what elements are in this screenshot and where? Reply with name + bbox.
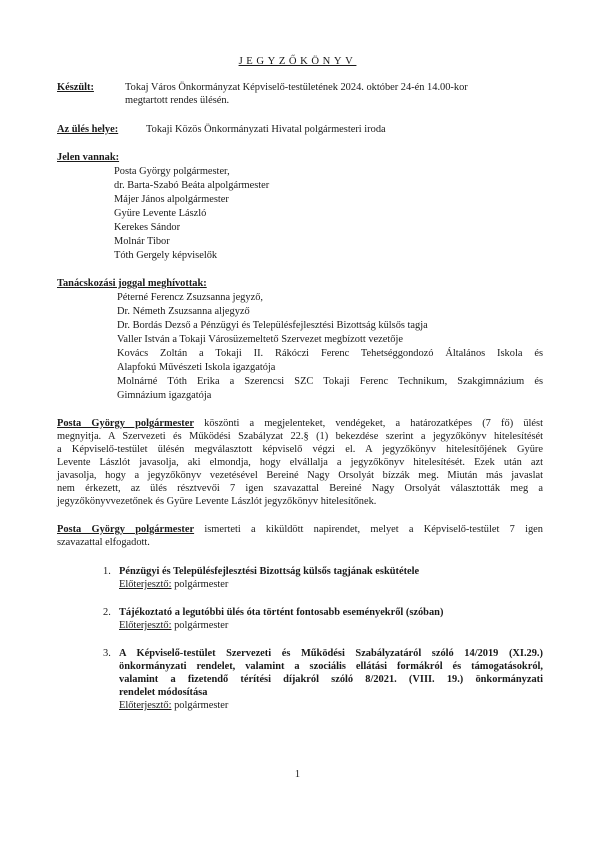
para1-line: javasolja, hogy a jegyzőkönyv vezetésével Bereiné Nagy Orsolyát bízzák meg. Miután más javaslat — [57, 470, 543, 481]
agenda-title-line: valamint a fizetendő térítési díjakról szóló 8/2021. (VIII. 19.) önkormányzati — [119, 674, 543, 685]
para1-line — [57, 418, 543, 431]
agenda-title: Pénzügyi és Településfejlesztési Bizottság külsős tagjának eskütétele — [119, 566, 420, 577]
presenter-label: Előterjesztő: — [119, 620, 172, 631]
agenda-presenter — [119, 700, 228, 713]
tanacskozasi-label: Tanácskozási joggal meghívottak: — [57, 278, 207, 289]
invitee: Gimnázium igazgatója — [117, 390, 212, 401]
agenda-presenter — [119, 579, 228, 592]
agenda-number: 1. — [103, 566, 111, 577]
para2-line: szavazattal elfogadott. — [57, 537, 150, 548]
ules-helye-text: Tokaji Közös Önkormányzati Hivatal polgármesteri iroda — [146, 124, 386, 135]
speaker-name: Posta György polgármester — [57, 524, 195, 535]
invitee: Dr. Németh Zsuzsanna aljegyző — [117, 306, 250, 317]
invitee: Valler István a Tokaji Városüzemeltető Szervezet megbízott vezetője — [117, 334, 403, 345]
attendee: Posta György polgármester, — [114, 166, 230, 177]
attendee: Molnár Tibor — [114, 236, 170, 247]
agenda-number: 2. — [103, 607, 111, 618]
para1-line: megnyitja. A Szervezeti és Működési Szabályzat 22.§ (1) bekezdése szerint a jegyzőkönyv hitelesítését — [57, 431, 543, 442]
agenda-title-line: önkormányzati rendelet, valamint a szociális ellátási formákról és támogatásokról, — [119, 661, 543, 672]
speaker-name: Posta György polgármester — [57, 418, 194, 429]
para1-line: a Képviselő-testület ülésén megválasztott képviselő végzi el. A jegyzőkönyv hitelesítőjének Gyüre — [57, 444, 543, 455]
presenter-label: Előterjesztő: — [119, 700, 172, 711]
agenda-presenter — [119, 620, 228, 633]
invitee: Kovács Zoltán a Tokaji II. Rákóczi Ferenc Tehetséggondozó Általános Iskola és — [117, 348, 543, 359]
para1-line: Levente Lászlót javasolja, aki elmondja, hogy elvállalja a jegyzőkönyv hitelesítését. Ezek után azt — [57, 457, 543, 468]
attendee: Kerekes Sándor — [114, 222, 181, 233]
agenda-title-line: A Képviselő-testület Szervezeti és Működési Szabályzatáról szóló 14/2019 (XI.29.) — [119, 648, 543, 659]
attendee: Tóth Gergely képviselők — [114, 250, 218, 261]
presenter-label: Előterjesztő: — [119, 579, 172, 590]
invitee: Alapfokú Művészeti Iskola igazgatója — [117, 362, 276, 373]
page-number: 1 — [294, 769, 301, 780]
para2-text: ismerteti a kiküldött napirendet, melyet a Képviselő-testület 7 igen — [194, 524, 543, 535]
attendee: Májer János alpolgármester — [114, 194, 229, 205]
agenda-title: Tájékoztató a legutóbbi ülés óta történt fontosabb eseményekről (szóban) — [119, 607, 444, 618]
document-title: JEGYZŐKÖNYV — [238, 56, 357, 67]
keszult-line: Tokaj Város Önkormányzat Képviselő-testületének 2024. október 24-én 14.00-kor — [125, 82, 468, 93]
presenter-name: polgármester — [171, 579, 229, 590]
presenter-name: polgármester — [171, 620, 229, 631]
keszult-line: megtartott rendes ülésén. — [125, 95, 230, 106]
para1-line: nem érkezett, az ülés résztvevői 7 igen szavazattal Bereiné Nagy Orsolyát választották meg a — [57, 483, 543, 494]
para2-line — [57, 524, 543, 537]
attendee: Gyüre Levente László — [114, 208, 207, 219]
invitee: Molnárné Tóth Erika a Szerencsi SZC Tokaji Ferenc Technikum, Szakgimnázium és — [117, 376, 543, 387]
invitee: Dr. Bordás Dezső a Pénzügyi és Településfejlesztési Bizottság külsős tagja — [117, 320, 428, 331]
presenter-name: polgármester — [171, 700, 229, 711]
agenda-title-line: rendelet módosítása — [119, 687, 208, 698]
para1-text: köszönti a megjelenteket, vendégeket, a határozatképes (7 fő) ülést — [193, 418, 543, 429]
attendee: dr. Barta-Szabó Beáta alpolgármester — [114, 180, 270, 191]
para1-line: jegyzőkönyvvezetőnek és Gyüre Levente Lászlót jegyzőkönyv hitelesítőnek. — [57, 496, 377, 507]
agenda-number: 3. — [103, 648, 111, 659]
jelen-vannak-label: Jelen vannak: — [57, 152, 120, 163]
invitee: Péterné Ferencz Zsuzsanna jegyző, — [117, 292, 263, 303]
keszult-label: Készült: — [57, 82, 94, 93]
ules-helye-label: Az ülés helye: — [57, 124, 119, 135]
